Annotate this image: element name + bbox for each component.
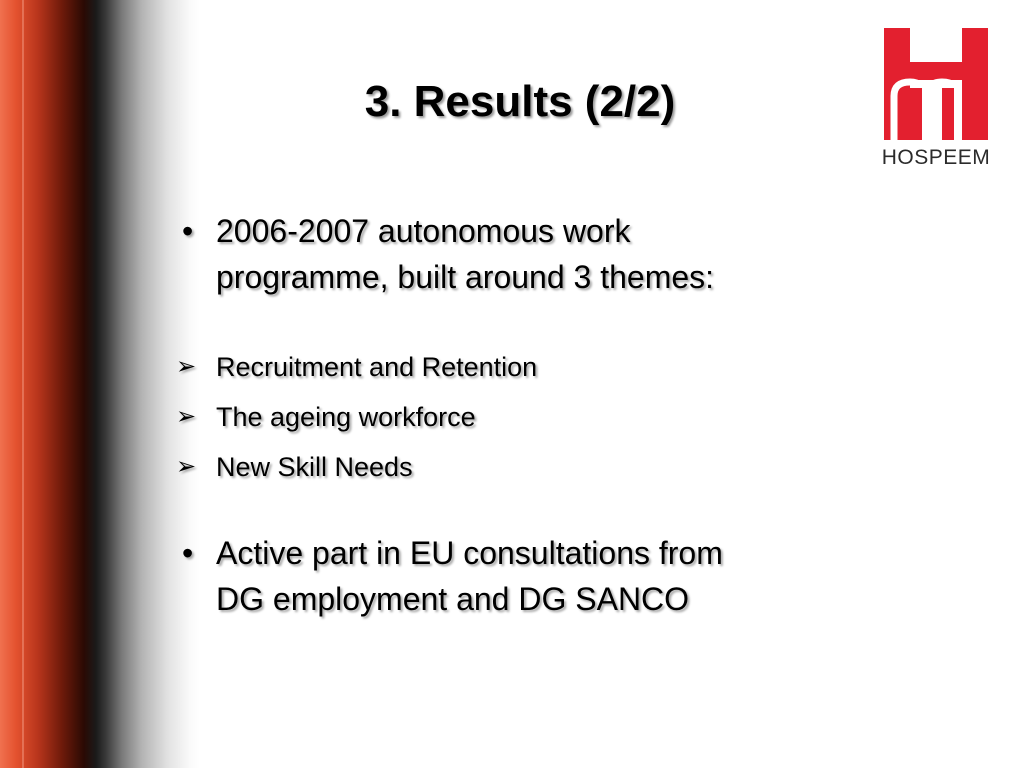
bullet-work-programme (176, 208, 876, 300)
sub-item-recruitment (176, 342, 876, 392)
slide-content (176, 208, 876, 622)
bullet-dot-icon: • (182, 535, 194, 571)
arrow-bullet-icon: ➢ (176, 403, 197, 430)
hospeem-logo (880, 26, 992, 172)
bullet-line: programme, built around 3 themes: (216, 259, 715, 295)
sub-item-label: New Skill Needs (216, 452, 413, 482)
bullet-line: DG employment and DG SANCO (216, 581, 690, 617)
decorative-left-band (0, 0, 200, 768)
logo-text: HOSPEEM (881, 146, 991, 169)
sub-item-skill-needs (176, 442, 876, 492)
arrow-bullet-icon: ➢ (176, 353, 197, 380)
bullet-eu-consultations (176, 530, 876, 622)
sub-item-ageing-workforce (176, 392, 876, 442)
arrow-bullet-icon: ➢ (176, 453, 197, 480)
bullet-line: 2006-2007 autonomous work (216, 213, 631, 249)
hospeem-logo-mark-icon (880, 26, 992, 142)
bullet-dot-icon: • (182, 213, 194, 249)
sub-item-label: The ageing workforce (216, 402, 476, 432)
slide-title: 3. Results (2/2) (364, 77, 676, 126)
sub-item-label: Recruitment and Retention (216, 352, 538, 382)
bullet-line: Active part in EU consultations from (216, 535, 723, 571)
band-highlight-line (22, 0, 24, 768)
